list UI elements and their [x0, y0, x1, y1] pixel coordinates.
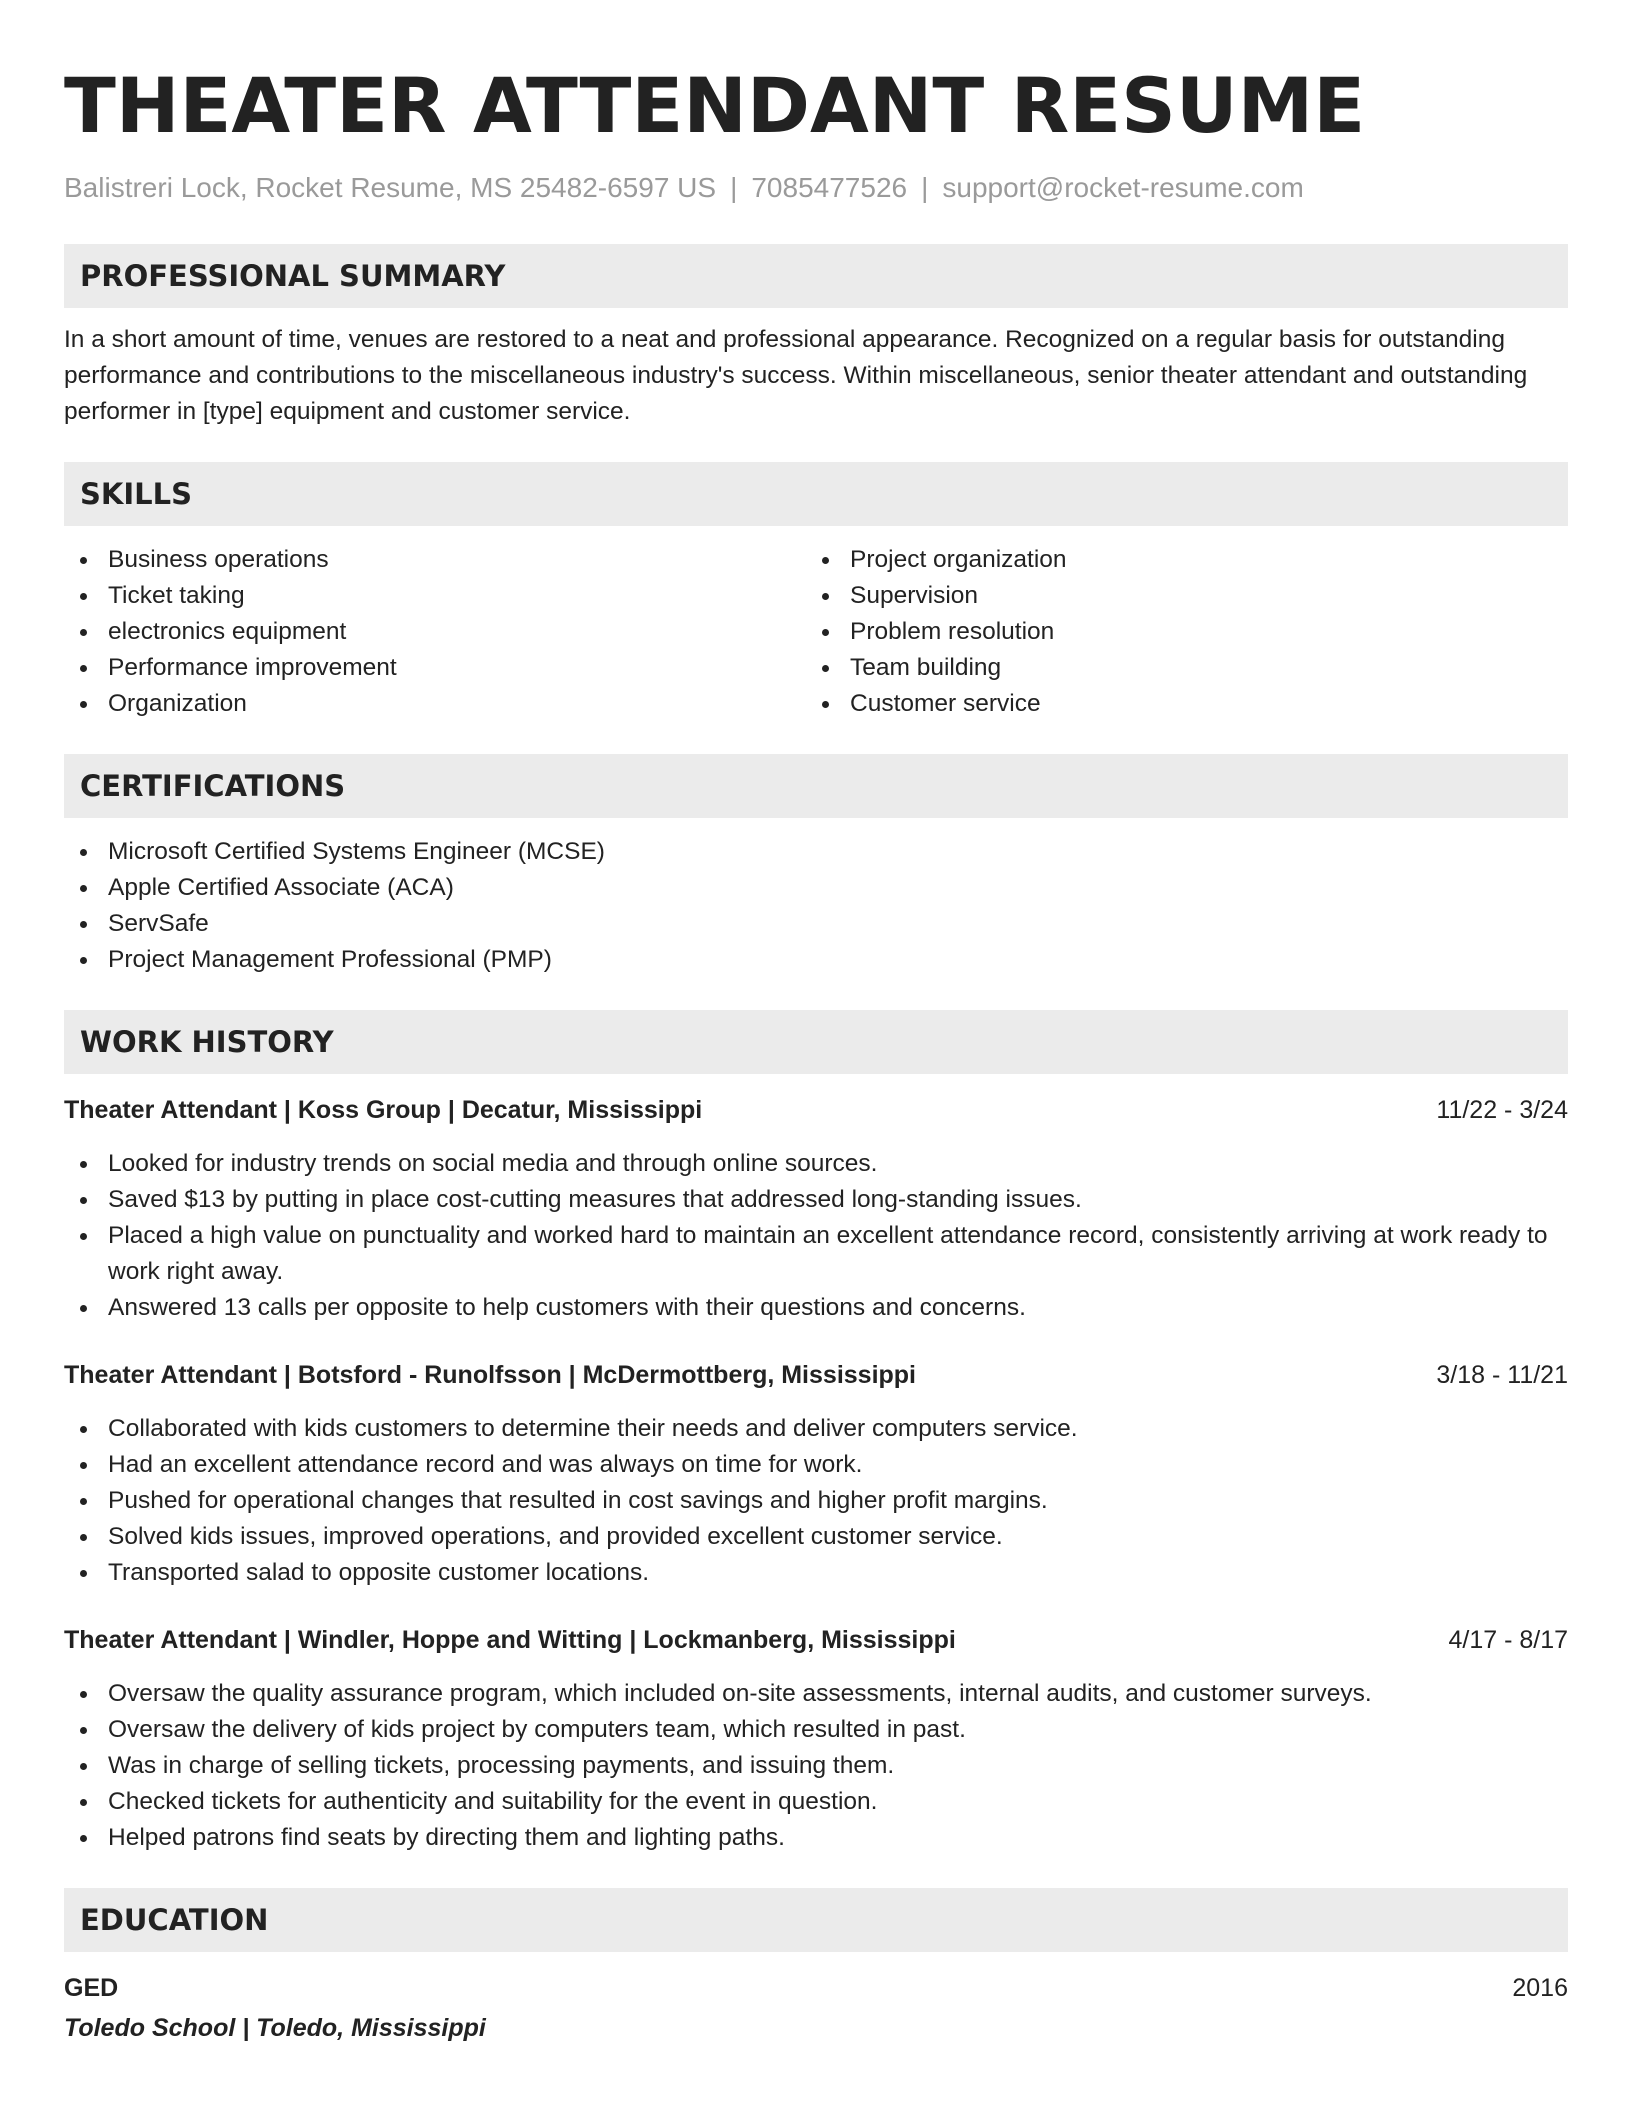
certification-item: Microsoft Certified Systems Engineer (MCSE)	[64, 834, 1568, 870]
certification-item: Project Management Professional (PMP)	[64, 942, 1568, 978]
job-bullet: Oversaw the quality assurance program, which included on-site assessments, internal audits, and customer surveys.	[64, 1676, 1568, 1712]
job-dates: 4/17 - 8/17	[1448, 1626, 1568, 1654]
skill-item: Team building	[806, 650, 1548, 686]
job-bullets	[64, 1676, 1568, 1856]
job-bullet: Solved kids issues, improved operations, and provided excellent customer service.	[64, 1519, 1568, 1555]
skills-column-left	[64, 542, 806, 722]
section-heading-certifications: CERTIFICATIONS	[64, 754, 1568, 818]
job-bullet: Looked for industry trends on social media and through online sources.	[64, 1146, 1568, 1182]
resume-page	[64, 0, 1568, 2046]
resume-title: THEATER ATTENDANT RESUME	[64, 61, 1366, 150]
job-bullet: Placed a high value on punctuality and worked hard to maintain an excellent attendance record, consistently arriving at work ready to work right away.	[64, 1218, 1568, 1290]
education-header	[64, 1970, 1568, 2006]
contact-separator: |	[921, 172, 929, 203]
job-header	[64, 1622, 1568, 1658]
summary-text: In a short amount of time, venues are restored to a neat and professional appearance. Recognized on a regular basis for outstanding performance and contributions to the miscellaneous industry's success. Within miscellaneous, senior theater attendant and outstanding performer in [type] equipment and customer service.	[64, 326, 1528, 425]
job-entry	[64, 1622, 1568, 1856]
job-bullet: Pushed for operational changes that resulted in cost savings and higher profit margins.	[64, 1483, 1568, 1519]
skill-item: Project organization	[806, 542, 1548, 578]
job-header	[64, 1092, 1568, 1128]
job-dates: 11/22 - 3/24	[1436, 1096, 1568, 1124]
skill-item: Problem resolution	[806, 614, 1548, 650]
skill-item: electronics equipment	[64, 614, 806, 650]
skill-item: Customer service	[806, 686, 1548, 722]
skill-item: Business operations	[64, 542, 806, 578]
job-bullet: Checked tickets for authenticity and suitability for the event in question.	[64, 1784, 1568, 1820]
job-bullets	[64, 1146, 1568, 1326]
contact-address: Balistreri Lock, Rocket Resume, MS 25482-6597 US	[64, 172, 717, 203]
education-school: Toledo School | Toledo, Mississippi	[64, 2014, 486, 2042]
section-heading-summary: PROFESSIONAL SUMMARY	[64, 244, 1568, 308]
job-title: Theater Attendant | Koss Group | Decatur, Mississippi	[64, 1096, 703, 1124]
job-title: Theater Attendant | Botsford - Runolfsson | McDermottberg, Mississippi	[64, 1361, 917, 1389]
job-bullets	[64, 1411, 1568, 1591]
section-heading-skills: SKILLS	[64, 462, 1568, 526]
job-bullet: Transported salad to opposite customer locations.	[64, 1555, 1568, 1591]
job-bullet: Had an excellent attendance record and was always on time for work.	[64, 1447, 1568, 1483]
job-title: Theater Attendant | Windler, Hoppe and Witting | Lockmanberg, Mississippi	[64, 1626, 956, 1654]
section-heading-education: EDUCATION	[64, 1888, 1568, 1952]
job-header	[64, 1357, 1568, 1393]
contact-line	[64, 170, 1568, 206]
skill-item: Organization	[64, 686, 806, 722]
contact-email: support@rocket-resume.com	[942, 172, 1304, 203]
education-year: 2016	[1512, 1974, 1568, 2002]
skill-item: Supervision	[806, 578, 1548, 614]
job-bullet: Answered 13 calls per opposite to help customers with their questions and concerns.	[64, 1290, 1568, 1326]
education-entry	[64, 1970, 1568, 2046]
skill-item: Performance improvement	[64, 650, 806, 686]
education-degree: GED	[64, 1974, 119, 2002]
job-bullet: Saved $13 by putting in place cost-cutting measures that addressed long-standing issues.	[64, 1182, 1568, 1218]
job-dates: 3/18 - 11/21	[1436, 1361, 1568, 1389]
skill-item: Ticket taking	[64, 578, 806, 614]
job-bullet: Collaborated with kids customers to determine their needs and deliver computers service.	[64, 1411, 1568, 1447]
skills-column-right	[806, 542, 1548, 722]
certification-item: Apple Certified Associate (ACA)	[64, 870, 1568, 906]
contact-phone: 7085477526	[751, 172, 908, 203]
skills-grid	[64, 542, 1568, 722]
job-bullet: Oversaw the delivery of kids project by computers team, which resulted in past.	[64, 1712, 1568, 1748]
certifications-list	[64, 834, 1568, 978]
section-heading-work-history: WORK HISTORY	[64, 1010, 1568, 1074]
job-entry	[64, 1357, 1568, 1591]
job-entry	[64, 1092, 1568, 1326]
job-bullet: Helped patrons find seats by directing them and lighting paths.	[64, 1820, 1568, 1856]
job-bullet: Was in charge of selling tickets, processing payments, and issuing them.	[64, 1748, 1568, 1784]
contact-separator: |	[730, 172, 738, 203]
certification-item: ServSafe	[64, 906, 1568, 942]
